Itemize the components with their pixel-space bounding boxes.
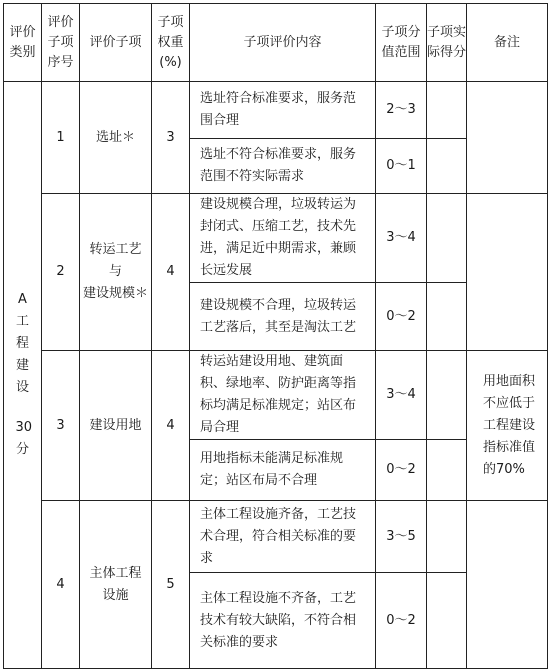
item-no-4: 4	[42, 501, 80, 669]
item-content-4b: 主体工程设施不齐备，工艺技术有较大缺陷，不符合相关标准的要求	[190, 573, 376, 669]
header-content: 子项评价内容	[190, 4, 376, 82]
item-content-1b: 选址不符合标准要求，服务范围不符实际需求	[190, 139, 376, 194]
item-name-4-line1: 主体工程	[89, 565, 142, 581]
item-remark-3: 用地面积不应低于工程建设指标准值的70%	[467, 351, 548, 501]
item-name-1: 选址＊	[80, 82, 152, 194]
item-content-2a: 建设规模合理，垃圾转运为封闭式、压缩工艺，技术先进，满足近中期需求，兼顾长远发展	[190, 194, 376, 283]
item-actual-2b	[427, 283, 467, 351]
item-content-3a: 转运站建设用地、建筑面积、绿地率、防护距离等指标均满足标准规定；站区布局合理	[190, 351, 376, 440]
item-name-2-line1: 转运工艺	[89, 242, 142, 257]
header-row	[4, 4, 548, 82]
item-range-2b: 0～2	[376, 283, 427, 351]
item-range-2a: 3～4	[376, 194, 427, 283]
category-score: 30分	[15, 420, 33, 457]
item-content-1a: 选址符合标准要求，服务范围合理	[190, 82, 376, 139]
header-weight: 子项权重(%)	[152, 4, 190, 82]
item-actual-3a	[427, 351, 467, 440]
item-content-2b: 建设规模不合理，垃圾转运工艺落后，其至是淘汰工艺	[190, 283, 376, 351]
item-name-2	[80, 194, 152, 351]
item-name-4	[80, 501, 152, 669]
item-actual-2a	[427, 194, 467, 283]
item-remark-1	[467, 82, 548, 194]
header-range: 子项分值范围	[376, 4, 427, 82]
item-range-1a: 2～3	[376, 82, 427, 139]
header-actual: 子项实际得分	[427, 4, 467, 82]
item-remark-4	[467, 501, 548, 669]
item-weight-1: 3	[152, 82, 190, 194]
item-range-4b: 0～2	[376, 573, 427, 669]
table-row	[4, 82, 548, 139]
item-no-2: 2	[42, 194, 80, 351]
item-actual-3b	[427, 440, 467, 501]
category-cell	[4, 82, 42, 669]
item-weight-4: 5	[152, 501, 190, 669]
item-name-3: 建设用地	[80, 351, 152, 501]
item-actual-1a	[427, 82, 467, 139]
item-name-4-line2: 设施	[102, 587, 129, 603]
item-actual-4a	[427, 501, 467, 573]
item-actual-4b	[427, 573, 467, 669]
item-weight-2: 4	[152, 194, 190, 351]
category-letter: A	[18, 292, 27, 307]
item-content-4a: 主体工程设施齐备，工艺技术合理，符合相关标准的要求	[190, 501, 376, 573]
item-content-3b: 用地指标未能满足标准规定；站区布局不合理	[190, 440, 376, 501]
item-weight-3: 4	[152, 351, 190, 501]
item-actual-1b	[427, 139, 467, 194]
item-range-3a: 3～4	[376, 351, 427, 440]
item-range-1b: 0～1	[376, 139, 427, 194]
item-no-1: 1	[42, 82, 80, 194]
item-range-4a: 3～5	[376, 501, 427, 573]
header-category: 评价类别	[4, 4, 42, 82]
table-row	[4, 194, 548, 283]
item-remark-2	[467, 194, 548, 351]
item-no-3: 3	[42, 351, 80, 501]
header-item-no: 评价子项序号	[42, 4, 80, 82]
item-name-2-line2: 与	[108, 264, 122, 279]
evaluation-table	[3, 3, 548, 669]
header-remark: 备注	[467, 4, 548, 82]
item-name-2-line3: 建设规模＊	[82, 286, 148, 301]
table-row	[4, 351, 548, 440]
table-row	[4, 501, 548, 573]
item-range-3b: 0～2	[376, 440, 427, 501]
category-name: 工程建设	[15, 314, 29, 395]
header-item: 评价子项	[80, 4, 152, 82]
